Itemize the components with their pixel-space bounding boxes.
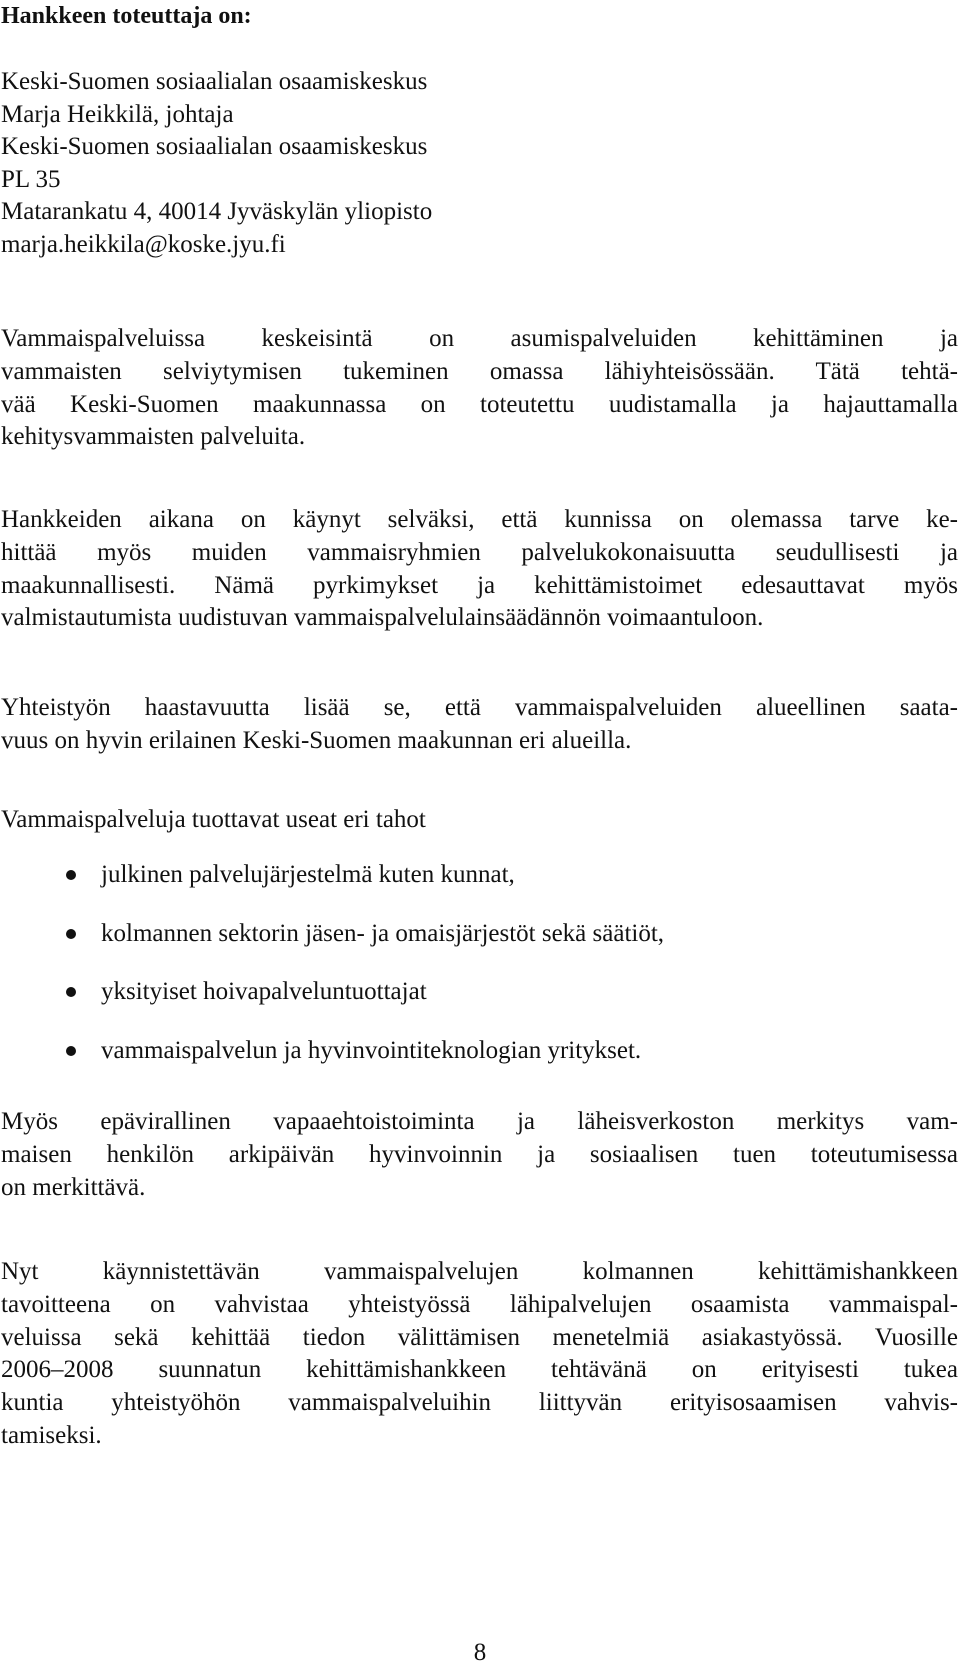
- paragraph-line: Hankkeiden aikana on käynyt selväksi, että kunnissa on olemassa tarve ke-: [1, 506, 958, 533]
- list-item-text: kolmannen sektorin jäsen- ja omaisjärjestöt sekä säätiöt,: [101, 919, 665, 947]
- paragraph-line: kuntia yhteistyöhön vammaispalveluihin liittyvän erityisosaamisen vahvis-: [1, 1389, 958, 1417]
- list-item-text: vammaispalvelun ja hyvinvointiteknologian yritykset.: [101, 1036, 642, 1064]
- paragraph-line: veluissa sekä kehittää tiedon välittämisen menetelmiä asiakastyössä. Vuosille: [1, 1323, 958, 1351]
- address-line: PL 35: [1, 165, 61, 193]
- address-line: Keski-Suomen sosiaalialan osaamiskeskus: [1, 68, 428, 95]
- paragraph-line: valmistautumista uudistuvan vammaispalvelulainsäädännön voimaantuloon.: [1, 604, 764, 632]
- address-line: Marja Heikkilä, johtaja: [1, 100, 234, 128]
- paragraph-3: [1, 692, 958, 758]
- paragraph-5: [1, 1106, 958, 1204]
- paragraph-line: Myös epävirallinen vapaaehtoistoiminta ja läheisverkoston merkitys vam-: [1, 1108, 958, 1135]
- bullet-icon: [66, 870, 76, 880]
- paragraph-line: Yhteistyön haastavuutta lisää se, että vammaispalveluiden alueellinen saata-: [1, 694, 958, 721]
- paragraph-line: kehitysvammaisten palveluita.: [1, 423, 306, 451]
- bullet-icon: [66, 987, 76, 997]
- list-item-text: julkinen palvelujärjestelmä kuten kunnat,: [101, 861, 515, 888]
- paragraph-line: vuus on hyvin erilainen Keski-Suomen maakunnan eri alueilla.: [1, 726, 632, 754]
- paragraph-line: on merkittävä.: [1, 1173, 146, 1201]
- page-number: 8: [473, 1639, 487, 1666]
- paragraph-line: maakunnallisesti. Nämä pyrkimykset ja kehittämistoimet edesauttavat myös: [1, 571, 958, 599]
- list-item-text: yksityiset hoivapalveluntuottajat: [101, 978, 427, 1005]
- paragraph-line: tavoitteena on vahvistaa yhteistyössä lähipalvelujen osaamista vammaispal-: [1, 1290, 958, 1318]
- paragraph-4: [1, 804, 958, 837]
- paragraph-line: maisen henkilön arkipäivän hyvinvoinnin ja sosiaalisen tuen toteutumisessa: [1, 1140, 958, 1168]
- section-heading: Hankkeen toteuttaja on:: [1, 3, 252, 29]
- paragraph-line: vää Keski-Suomen maakunnassa on toteutettu uudistamalla ja hajauttamalla: [1, 390, 958, 418]
- email-address: marja.heikkila@koske.jyu.fi: [1, 230, 286, 258]
- paragraph-line: 2006–2008 suunnatun kehittämishankkeen tehtävänä on erityisesti tukea: [1, 1356, 958, 1384]
- paragraph-line: hittää myös muiden vammaisryhmien palvelukokonaisuutta seudullisesti ja: [1, 538, 958, 566]
- paragraph-6: [1, 1256, 958, 1453]
- address-line: Keski-Suomen sosiaalialan osaamiskeskus: [1, 133, 428, 160]
- paragraph-line: Vammaispalveluissa keskeisintä on asumispalveluiden kehittäminen ja: [1, 325, 958, 352]
- paragraph-line: vammaisten selviytymisen tukeminen omassa lähiyhteisössään. Tätä tehtä-: [1, 357, 958, 385]
- paragraph-line: tamiseksi.: [1, 1421, 102, 1449]
- paragraph-line: Nyt käynnistettävän vammaispalvelujen kolmannen kehittämishankkeen: [1, 1258, 958, 1285]
- paragraph-line: Vammaispalveluja tuottavat useat eri tahot: [1, 806, 426, 833]
- paragraph-1: [1, 323, 958, 454]
- contact-address-block: [1, 66, 432, 261]
- bullet-icon: [66, 1046, 76, 1056]
- address-line: Matarankatu 4, 40014 Jyväskylän yliopisto: [1, 198, 433, 225]
- paragraph-2: [1, 504, 958, 635]
- bullet-icon: [66, 929, 76, 939]
